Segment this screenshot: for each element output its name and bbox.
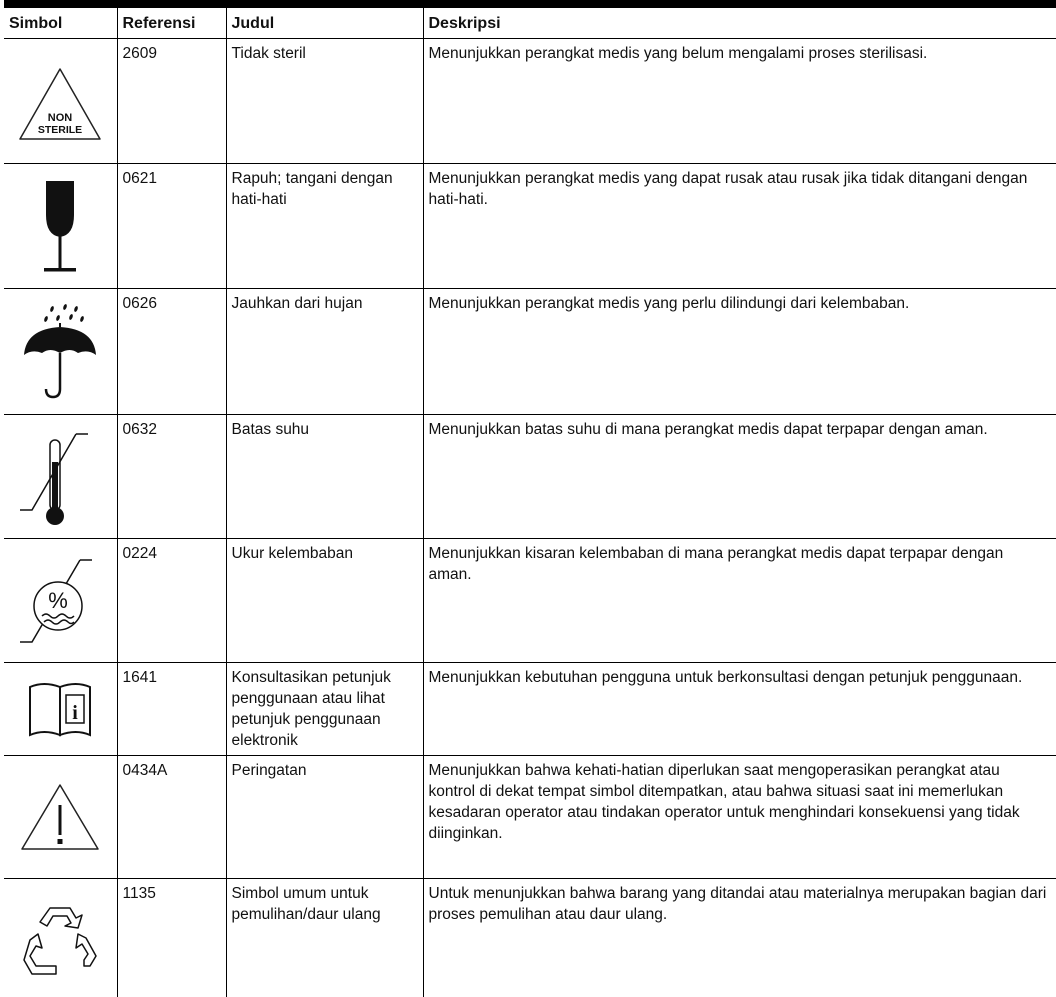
description-cell: Menunjukkan perangkat medis yang belum mengalami proses sterilisasi. [423,39,1056,164]
header-reference: Referensi [117,4,226,39]
symbol-cell [4,415,117,539]
table-row [4,663,1056,756]
table-header-row [4,4,1056,39]
temperature-limit-icon [10,422,110,532]
reference-cell: 2609 [117,39,226,164]
reference-cell: 1135 [117,879,226,997]
fragile-icon [10,171,110,281]
header-symbol: Simbol [4,4,117,39]
table-row [4,539,1056,663]
table-row [4,756,1056,879]
reference-cell: 0224 [117,539,226,663]
description-cell: Menunjukkan kebutuhan pengguna untuk berkonsultasi dengan petunjuk penggunaan. [423,663,1056,756]
description-cell: Menunjukkan perangkat medis yang dapat rusak atau rusak jika tidak ditangani dengan hati-hati. [423,164,1056,289]
title-cell: Jauhkan dari hujan [226,289,423,415]
title-cell: Ukur kelembaban [226,539,423,663]
title-cell: Batas suhu [226,415,423,539]
table-row [4,879,1056,997]
non-sterile-icon-text-1: NON [48,112,73,124]
title-cell: Simbol umum untuk pemulihan/daur ulang [226,879,423,997]
table-row [4,164,1056,289]
symbol-cell [4,663,117,756]
humidity-icon-text: % [48,587,69,613]
symbol-cell [4,539,117,663]
description-cell: Menunjukkan perangkat medis yang perlu dilindungi dari kelembaban. [423,289,1056,415]
table-row [4,39,1056,164]
title-cell: Konsultasikan petunjuk penggunaan atau lihat petunjuk penggunaan elektronik [226,663,423,756]
description-cell: Menunjukkan bahwa kehati-hatian diperlukan saat mengoperasikan perangkat atau kontrol di dekat tempat simbol ditempatkan, atau bahwa situasi saat ini memerlukan kesadaran operator atau tindakan operator untuk menghindari konsekuensi yang tidak diinginkan. [423,756,1056,879]
table-row [4,289,1056,415]
title-cell: Tidak steril [226,39,423,164]
warning-icon [10,767,110,867]
reference-cell: 0632 [117,415,226,539]
reference-cell: 0434A [117,756,226,879]
recycle-icon [10,888,110,988]
reference-cell: 1641 [117,663,226,756]
description-cell: Untuk menunjukkan bahwa barang yang ditandai atau materialnya merupakan bagian dari proses pemulihan atau daur ulang. [423,879,1056,997]
description-cell: Menunjukkan kisaran kelembaban di mana perangkat medis dapat terpapar dengan aman. [423,539,1056,663]
symbol-cell [4,39,117,164]
symbol-cell [4,289,117,415]
symbol-cell [4,879,117,997]
description-cell: Menunjukkan batas suhu di mana perangkat medis dapat terpapar dengan aman. [423,415,1056,539]
symbol-cell [4,164,117,289]
reference-cell: 0626 [117,289,226,415]
keep-dry-umbrella-icon [10,297,110,407]
header-description: Deskripsi [423,4,1056,39]
reference-cell: 0621 [117,164,226,289]
title-cell: Rapuh; tangani dengan hati-hati [226,164,423,289]
table-row [4,415,1056,539]
symbol-table [4,0,1056,997]
header-title: Judul [226,4,423,39]
symbol-cell [4,756,117,879]
title-cell: Peringatan [226,756,423,879]
non-sterile-icon-text-2: STERILE [38,124,83,136]
info-icon-text: i [72,702,79,724]
non-sterile-icon [10,51,110,151]
consult-instructions-icon [10,669,110,749]
humidity-limit-icon [10,546,110,656]
